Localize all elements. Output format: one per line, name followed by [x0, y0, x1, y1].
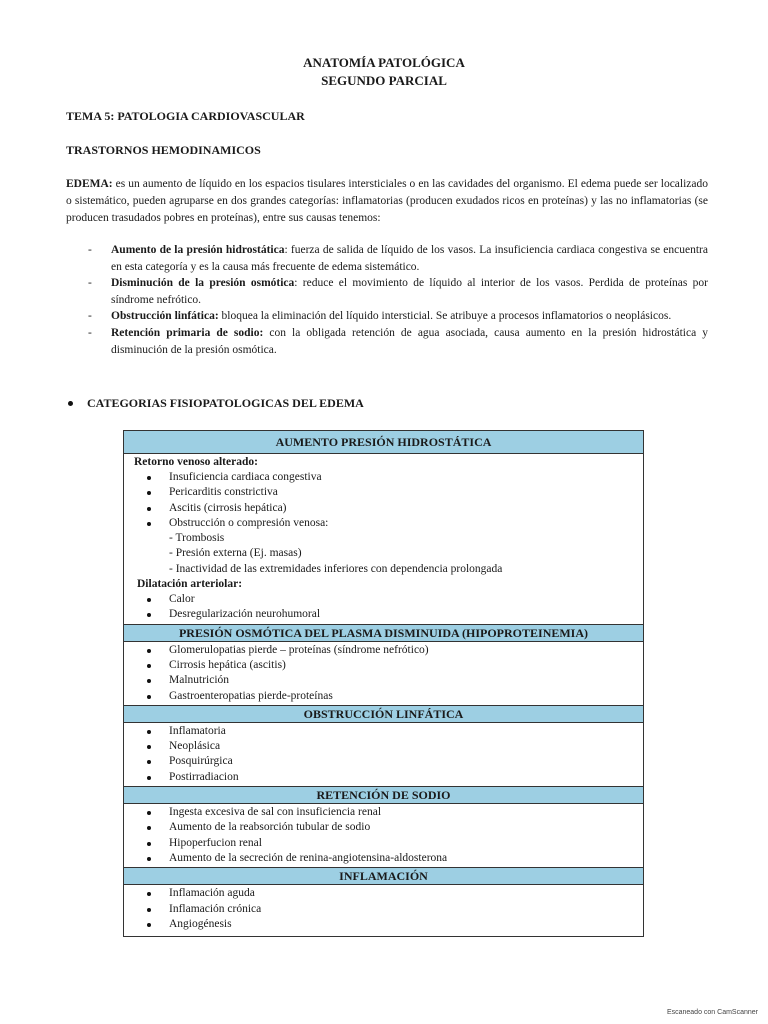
- table-item: [134, 820, 643, 835]
- table-item-text: Postirradiacion: [169, 770, 239, 783]
- table-item: [134, 836, 643, 851]
- table-item-text: Ascitis (cirrosis hepática): [169, 501, 287, 514]
- bullet-icon: [147, 695, 151, 699]
- table-item: [134, 607, 643, 622]
- table-section-body: [124, 642, 643, 705]
- table-item: [134, 770, 643, 785]
- table-section-header: OBSTRUCCIÓN LINFÁTICA: [124, 705, 643, 723]
- bullet-icon: [147, 476, 151, 480]
- list-item: [66, 242, 708, 275]
- bullet-icon: [147, 908, 151, 912]
- bullet-icon: [147, 649, 151, 653]
- cause-term: Aumento de la presión hidrostática: [111, 244, 285, 256]
- table-section-body: [124, 454, 643, 624]
- table-item: [134, 754, 643, 769]
- document-title: ANATOMÍA PATOLÓGICA: [303, 55, 465, 70]
- bullet-icon: [147, 507, 151, 511]
- table-item-text: Posquirúrgica: [169, 755, 233, 768]
- bullet-icon: [147, 923, 151, 927]
- table-item: [134, 917, 643, 932]
- table-section-body: [124, 723, 643, 786]
- table-item: [134, 643, 643, 658]
- dash-marker: -: [88, 244, 92, 256]
- table-section-body: [124, 885, 643, 936]
- table-section-header: PRESIÓN OSMÓTICA DEL PLASMA DISMINUIDA (HIPOPROTEINEMIA): [124, 624, 643, 642]
- bullet-icon: [147, 842, 151, 846]
- table-item: [134, 886, 643, 901]
- table-item: [134, 673, 643, 688]
- table-item-text: Inflamación aguda: [169, 887, 255, 900]
- bullet-icon: [147, 613, 151, 617]
- table-item: [134, 592, 643, 607]
- cause-text: bloquea la eliminación del líquido intersticial. Se atribuye a procesos inflamatorios o neoplásicos.: [218, 310, 672, 323]
- table-item-text: Calor: [169, 593, 195, 606]
- table-item: [134, 501, 643, 516]
- bullet-icon: [147, 491, 151, 495]
- document-subtitle: SEGUNDO PARCIAL: [321, 73, 447, 88]
- table-item-text: Desregularización neurohumoral: [169, 608, 321, 621]
- dash-marker: -: [88, 310, 92, 323]
- table-subitem: - Inactividad de las extremidades inferiores con dependencia prolongada: [169, 562, 503, 575]
- table-item-text: Glomerulopatias pierde – proteínas (síndrome nefrótico): [169, 643, 429, 656]
- table-item: [134, 724, 643, 739]
- table-item: [134, 805, 643, 820]
- bullet-icon: [147, 760, 151, 764]
- cause-text: : reduce el movimiento de líquido al interior de los vasos. Perdida de proteínas por síndrome nefrótico.: [111, 277, 709, 306]
- table-subheading: Retorno venoso alterado:: [134, 456, 258, 468]
- table-item: [134, 851, 643, 866]
- bullet-icon: [147, 892, 151, 896]
- dash-marker: -: [88, 326, 92, 339]
- table-item-text: Aumento de la secreción de renina-angiotensina-aldosterona: [169, 851, 448, 864]
- table-subitem: - Trombosis: [169, 532, 225, 545]
- edema-categories-table: [123, 430, 644, 937]
- table-item-text: Pericarditis constrictiva: [169, 486, 278, 499]
- bullet-icon: [147, 826, 151, 830]
- cause-text: : fuerza de salida de líquido de los vasos. La insuficiencia cardiaca congestiva se encuentra en esta categoría y es la causa más frecuente de edema sistemático.: [111, 244, 708, 273]
- categories-heading-text: CATEGORIAS FISIOPATOLOGICAS DEL EDEMA: [87, 396, 364, 410]
- table-item: [134, 470, 643, 485]
- bullet-icon: [68, 401, 73, 406]
- edema-paragraph: [66, 176, 708, 227]
- scanner-watermark: Escaneado con CamScanner: [666, 1009, 758, 1016]
- tema-heading: TEMA 5: PATOLOGIA CARDIOVASCULAR: [66, 109, 305, 123]
- list-item: [66, 275, 708, 308]
- table-item-text: Aumento de la reabsorción tubular de sodio: [169, 821, 371, 834]
- edema-text: es un aumento de líquido en los espacios tisulares intersticiales o en las cavidades del organismo. El edema puede ser localizado o sistemático, pueden agruparse en dos grandes categorías: inflamatorias (producen exudados ricos en proteínas) y las no inflamatorias (se producen trasudados pobres en proteínas), entre sus causas tenemos:: [66, 178, 708, 224]
- cause-term: Obstrucción linfática:: [111, 310, 219, 323]
- table-item-text: Obstrucción o compresión venosa:: [169, 516, 329, 529]
- bullet-icon: [147, 664, 151, 668]
- cause-term: Disminución de la presión osmótica: [111, 277, 295, 290]
- table-item: [134, 739, 643, 754]
- table-section-header: AUMENTO PRESIÓN HIDROSTÁTICA: [124, 431, 643, 454]
- table-item: [134, 658, 643, 673]
- table-item-text: Hipoperfucion renal: [169, 836, 262, 849]
- table-item: [134, 485, 643, 500]
- bullet-icon: [147, 679, 151, 683]
- section-heading: TRASTORNOS HEMODINAMICOS: [66, 143, 261, 157]
- cause-term: Retención primaria de sodio:: [111, 326, 264, 339]
- table-section-header: INFLAMACIÓN: [124, 867, 643, 885]
- table-item-text: Malnutrición: [169, 674, 230, 687]
- table-subheading: Dilatación arteriolar:: [137, 578, 243, 591]
- categories-heading: [66, 396, 364, 411]
- document-header: [0, 54, 768, 90]
- cause-text: con la obligada retención de agua asociada, causa aumento en la presión hidrostática y disminución de la presión osmótica.: [111, 326, 708, 356]
- bullet-icon: [147, 598, 151, 602]
- causes-list: [66, 242, 708, 358]
- table-item-text: Inflamación crónica: [169, 902, 262, 915]
- bullet-icon: [147, 857, 151, 861]
- bullet-icon: [147, 745, 151, 749]
- table-subitem: - Presión externa (Ej. masas): [169, 547, 302, 560]
- bullet-icon: [147, 522, 151, 526]
- table-item-text: Inflamatoria: [169, 724, 226, 737]
- table-item-text: Neoplásica: [169, 740, 221, 753]
- table-item-text: Insuficiencia cardiaca congestiva: [169, 471, 322, 483]
- edema-term: EDEMA:: [66, 178, 113, 190]
- table-item: [134, 902, 643, 917]
- list-item: [66, 325, 708, 358]
- bullet-icon: [147, 776, 151, 780]
- list-item: [66, 308, 708, 325]
- table-section-header: RETENCIÓN DE SODIO: [124, 786, 643, 804]
- table-item-text: Ingesta excesiva de sal con insuficiencia renal: [169, 806, 382, 819]
- table-item-text: Gastroenteropatias pierde-proteínas: [169, 689, 333, 702]
- table-item: [134, 516, 643, 531]
- table-section-body: [124, 804, 643, 867]
- table-item: [134, 689, 643, 704]
- table-item-text: Cirrosis hepática (ascitis): [169, 658, 286, 671]
- dash-marker: -: [88, 277, 92, 290]
- bullet-icon: [147, 811, 151, 815]
- bullet-icon: [147, 730, 151, 734]
- table-item-text: Angiogénesis: [169, 917, 232, 930]
